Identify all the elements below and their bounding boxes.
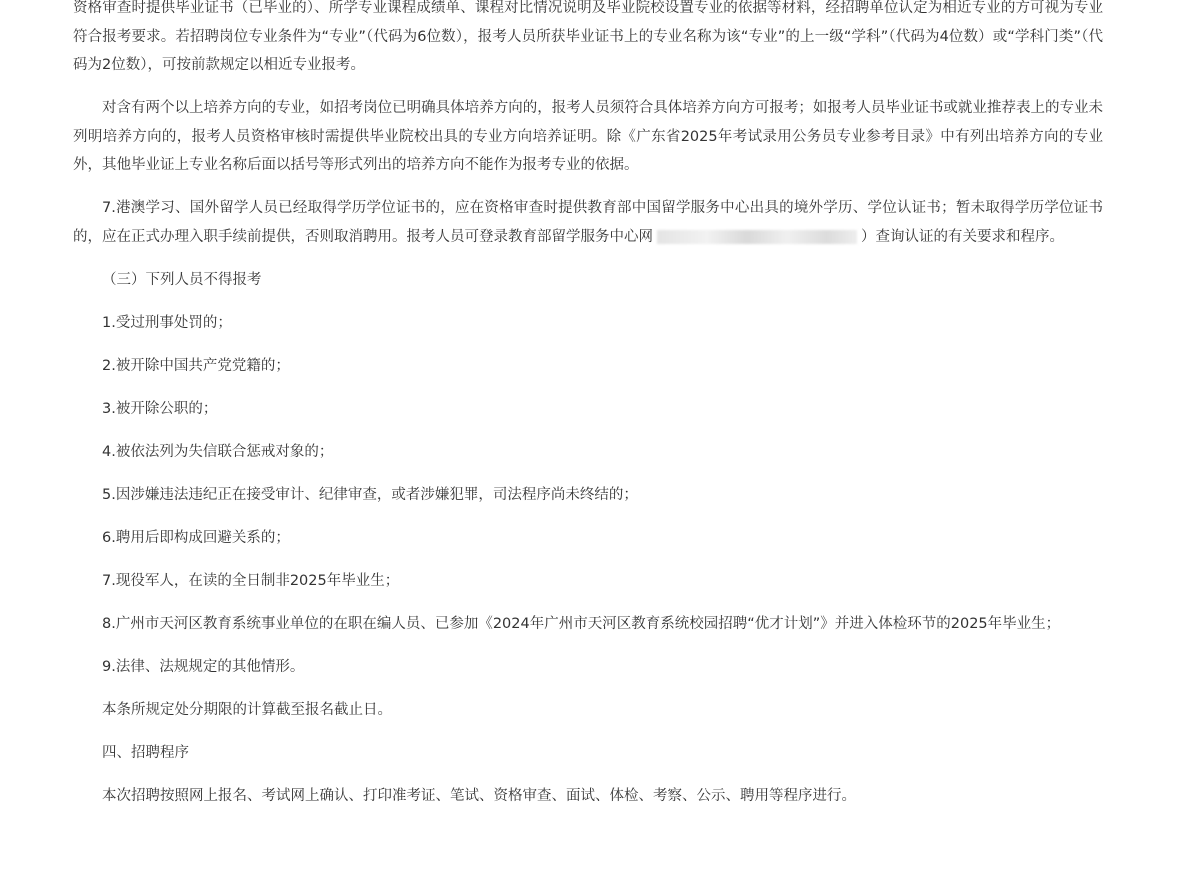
section-4-text: 本次招聘按照网上报名、考试网上确认、打印准考证、笔试、资格审查、面试、体检、考察、公示、聘用等程序进行。 (102, 787, 856, 804)
list-item: 3.被开除公职的； (102, 400, 218, 417)
list-item: 6.聘用后即构成回避关系的； (102, 529, 290, 546)
paragraph-training-direction: 对含有两个以上培养方向的专业，如招考岗位已明确具体培养方向的，报考人员须符合具体培养方向方可报考；如报考人员毕业证书或就业推荐表上的专业未列明培养方向的，报考人员资格审核时需提供毕业院校出具的专业方向培养证明。除《广东省2025年考试录用公务员专业参考目录》中有列出培养方向的专业外，其他毕业证上专业名称后面以括号等形式列出的培养方向不能作为报考专业的依据。 (73, 100, 1103, 173)
blurred-url-redaction (657, 230, 857, 244)
overseas-study-text-end: ）查询认证的有关要求和程序。 (861, 228, 1064, 245)
list-item: 7.现役军人，在读的全日制非2025年毕业生； (102, 572, 400, 589)
list-item: 8.广州市天河区教育系统事业单位的在职在编人员、已参加《2024年广州市天河区教育系统校园招聘“优才计划”》并进入体检环节的2025年毕业生； (102, 615, 1061, 632)
period-note: 本条所规定处分期限的计算截至报名截止日。 (102, 701, 392, 718)
list-item: 1.受过刑事处罚的； (102, 314, 232, 331)
section-4-heading: 四、招聘程序 (102, 744, 189, 761)
overseas-study-text: 7.港澳学习、国外留学人员已经取得学历学位证书的，应在资格审查时提供教育部中国留学服务中心出具的境外学历、学位认证书；暂未取得学历学位证书的，应在正式办理入职手续前提供，否则取消聘用。报考人员可登录教育部留学服务中心网 (73, 200, 1103, 245)
article-body (73, 0, 1103, 810)
list-item: 5.因涉嫌违法违纪正在接受审计、纪律审查，或者涉嫌犯罪，司法程序尚未终结的； (102, 486, 638, 503)
list-item: 9.法律、法规规定的其他情形。 (102, 658, 305, 675)
section-3-heading: （三）下列人员不得报考 (102, 271, 262, 288)
list-item: 4.被依法列为失信联合惩戒对象的； (102, 443, 334, 460)
paragraph-overseas-study (73, 194, 1103, 251)
paragraph-related-major: 资格审查时提供毕业证书（已毕业的）、所学专业课程成绩单、课程对比情况说明及毕业院校设置专业的依据等材料，经招聘单位认定为相近专业的方可视为专业符合报考要求。若招聘岗位专业条件为“专业”（代码为6位数），报考人员所获毕业证书上的专业名称为该“专业”的上一级“学科”（代码为4位数）或“学科门类”（代码为2位数），可按前款规定以相近专业报考。 (73, 0, 1103, 73)
list-item: 2.被开除中国共产党党籍的； (102, 357, 290, 374)
